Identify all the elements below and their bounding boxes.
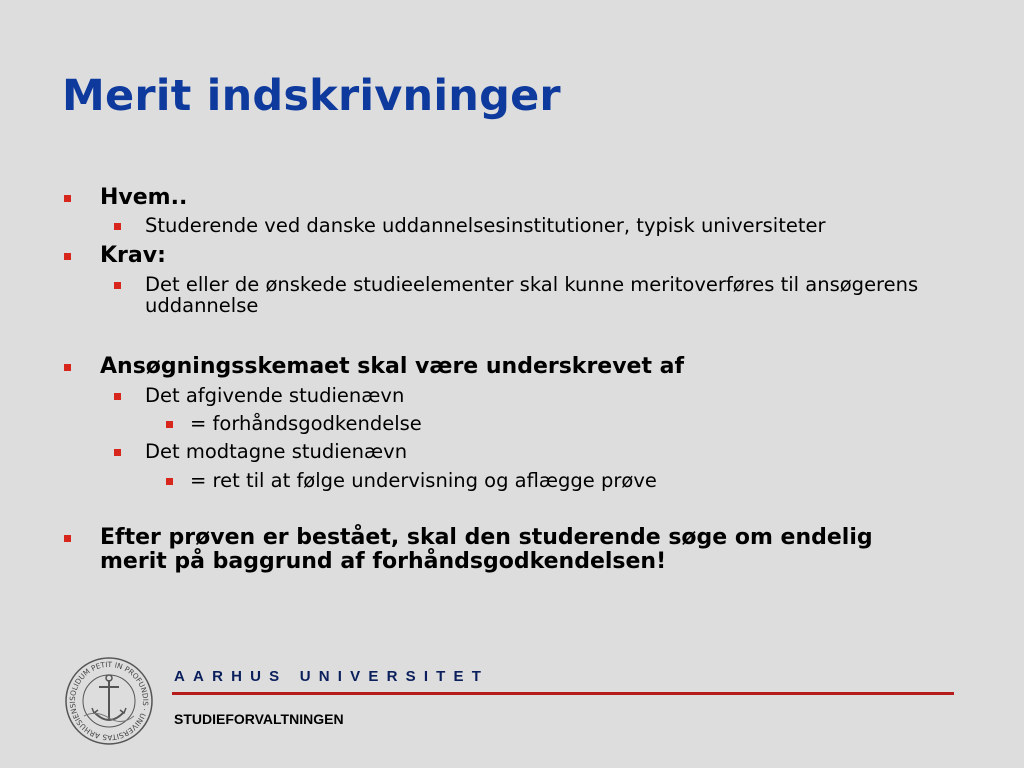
bullet-marker [114, 223, 121, 230]
bullet-text: Det eller de ønskede studieelementer skal kunne meritoverføres til ansøgerens uddannelse [145, 273, 919, 317]
bullet-level2 [145, 441, 965, 462]
bullet-text: Det afgivende studienævn [145, 384, 405, 407]
bullet-level2 [145, 274, 935, 316]
bullet-text: = ret til at følge undervisning og aflægge prøve [190, 469, 657, 492]
bullet-level2 [145, 215, 965, 236]
bullet-marker [166, 478, 173, 485]
bullet-marker [64, 535, 71, 542]
bullet-text: Efter prøven er bestået, skal den studerende søge om endelig merit på baggrund af forhåndsgodkendelsen! [100, 525, 873, 574]
bullet-marker [114, 393, 121, 400]
bullet-marker [64, 195, 71, 202]
bullet-level1 [100, 186, 960, 210]
bullet-level3 [190, 413, 970, 434]
bullet-level3 [190, 470, 970, 491]
anchor-seal-icon [64, 656, 154, 746]
bullet-level2 [145, 385, 965, 406]
bullet-marker [166, 421, 173, 428]
bullet-level1 [100, 526, 900, 574]
slide-title: Merit indskrivninger [62, 71, 561, 121]
bullet-marker [114, 449, 121, 456]
department-name: STUDIEFORVALTNINGEN [174, 711, 344, 727]
bullet-marker [114, 282, 121, 289]
bullet-text: Ansøgningsskemaet skal være underskrevet af [100, 354, 685, 379]
footer-divider [172, 692, 954, 695]
bullet-level1 [100, 355, 960, 379]
bullet-marker [64, 253, 71, 260]
seal-text: SOLIDUM PETIT IN PROFUNDIS · UNIVERSITAS ARHUSIENSI [67, 659, 151, 743]
bullet-level1 [100, 244, 960, 268]
bullet-text: Hvem.. [100, 185, 188, 210]
bullet-marker [64, 364, 71, 371]
bullet-text: Krav: [100, 243, 166, 268]
bullet-text: Det modtagne studienævn [145, 440, 408, 463]
bullet-text: = forhåndsgodkendelse [190, 412, 422, 435]
university-name: AARHUS UNIVERSITET [174, 668, 490, 685]
bullet-text: Studerende ved danske uddannelsesinstitutioner, typisk universiteter [145, 214, 826, 237]
